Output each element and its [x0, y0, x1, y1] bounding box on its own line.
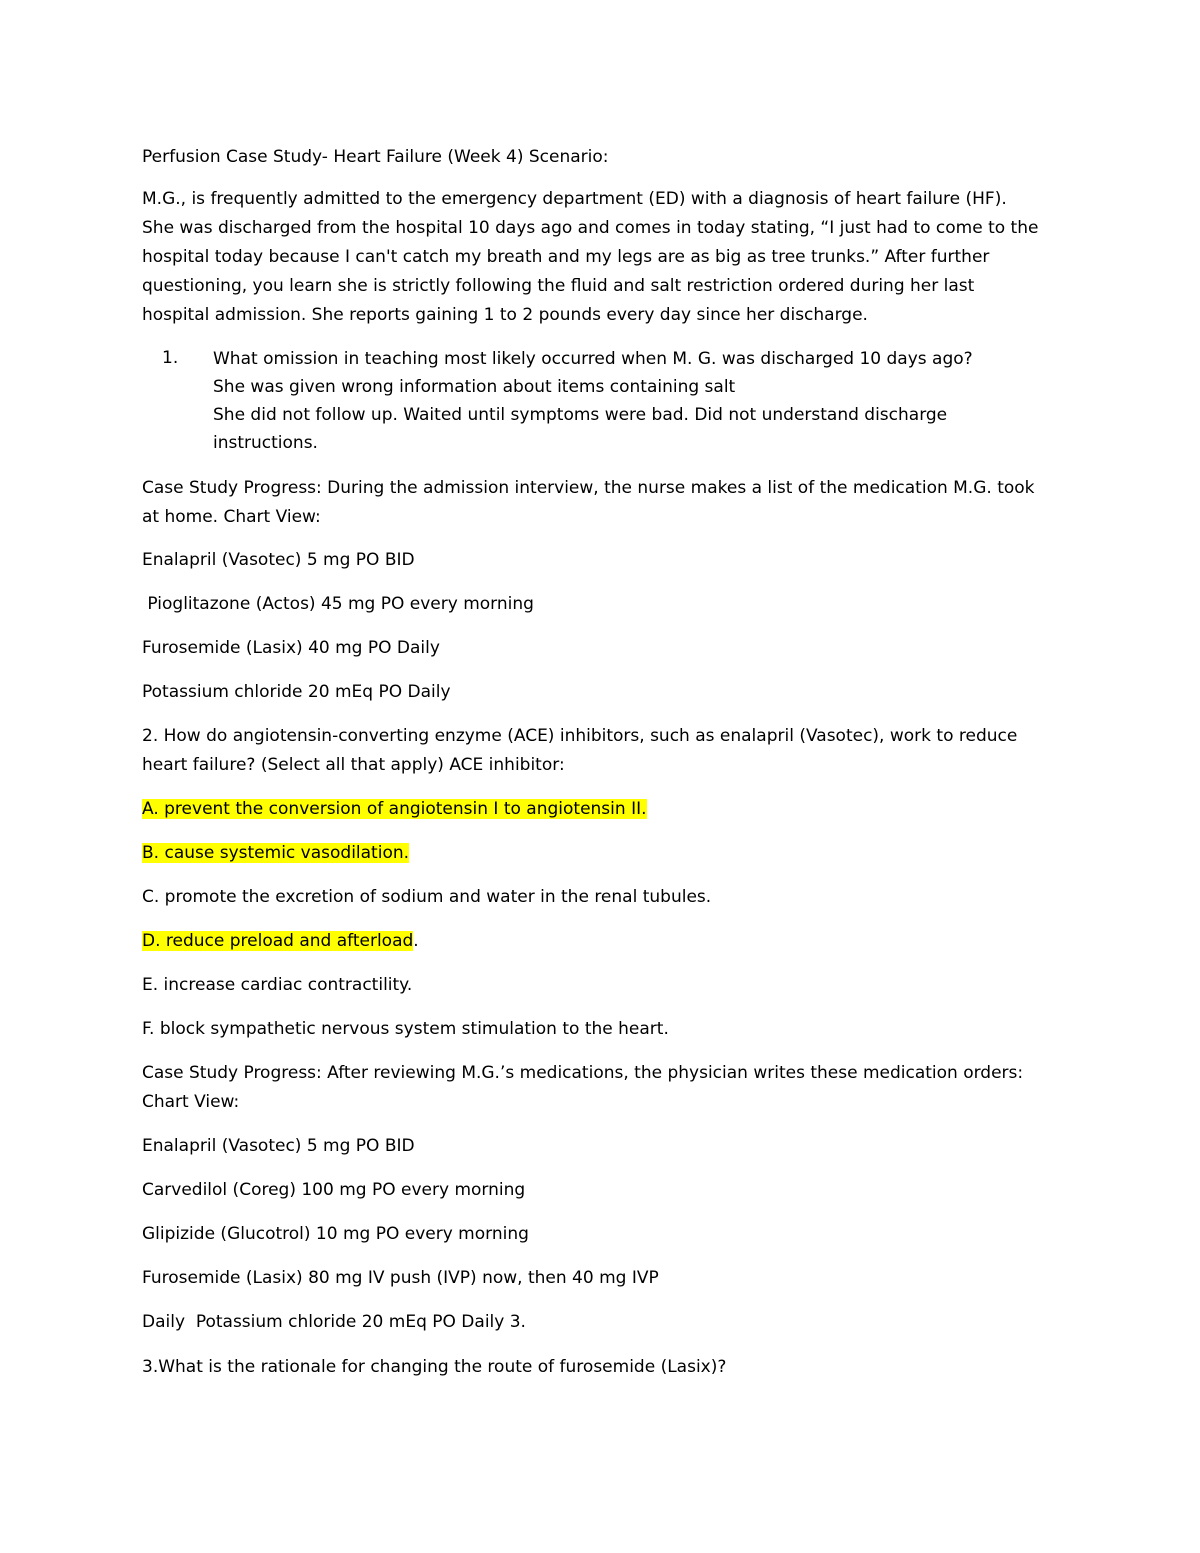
option-d: [142, 927, 419, 956]
question-1-answer-line-3: instructions.: [213, 433, 318, 453]
question-2-line-2: heart failure? (Select all that apply) ACE inhibitor:: [142, 755, 565, 775]
option-a-highlight: A. prevent the conversion of angiotensin I to angiotensin II.: [142, 799, 647, 819]
question-1-answer-line-1: She was given wrong information about items containing salt: [213, 377, 736, 397]
option-a: [142, 795, 647, 824]
option-b-highlight: B. cause systemic vasodilation.: [142, 843, 410, 863]
option-f: F. block sympathetic nervous system stimulation to the heart.: [142, 1019, 669, 1039]
question-3: 3.What is the rationale for changing the route of furosemide (Lasix)?: [142, 1357, 727, 1377]
scenario-line-2: She was discharged from the hospital 10 days ago and comes in today stating, “I just had to come to the: [142, 218, 1039, 238]
home-med-4: Potassium chloride 20 mEq PO Daily: [142, 682, 451, 702]
question-1-answer-line-2: She did not follow up. Waited until symptoms were bad. Did not understand discharge: [213, 405, 948, 425]
home-med-3: Furosemide (Lasix) 40 mg PO Daily: [142, 638, 440, 658]
option-d-tail: .: [413, 931, 419, 951]
scenario-line-4: questioning, you learn she is strictly following the fluid and salt restriction ordered during her last: [142, 276, 975, 296]
home-med-2: Pioglitazone (Actos) 45 mg PO every morning: [142, 594, 534, 614]
progress-2-line-1: Case Study Progress: After reviewing M.G.’s medications, the physician writes these medication orders:: [142, 1063, 1024, 1083]
order-1: Enalapril (Vasotec) 5 mg PO BID: [142, 1136, 415, 1156]
order-5: Daily Potassium chloride 20 mEq PO Daily 3.: [142, 1312, 526, 1332]
question-2-line-1: 2. How do angiotensin-converting enzyme (ACE) inhibitors, such as enalapril (Vasotec), work to reduce: [142, 726, 1018, 746]
progress-1-line-1: Case Study Progress: During the admission interview, the nurse makes a list of the medication M.G. took: [142, 478, 1035, 498]
question-1-text: What omission in teaching most likely occurred when M. G. was discharged 10 days ago?: [213, 349, 973, 369]
option-b: [142, 839, 409, 868]
question-1-number: 1.: [162, 348, 179, 368]
scenario-line-1: M.G., is frequently admitted to the emergency department (ED) with a diagnosis of heart failure (HF).: [142, 189, 1007, 209]
option-c: C. promote the excretion of sodium and water in the renal tubules.: [142, 887, 712, 907]
document-title: Perfusion Case Study- Heart Failure (Week 4) Scenario:: [142, 147, 609, 167]
scenario-line-5: hospital admission. She reports gaining 1 to 2 pounds every day since her discharge.: [142, 305, 868, 325]
option-d-highlight: D. reduce preload and afterload: [142, 931, 414, 951]
scenario-line-3: hospital today because I can't catch my breath and my legs are as big as tree trunks.” After further: [142, 247, 990, 267]
progress-1-line-2: at home. Chart View:: [142, 507, 321, 527]
home-med-1: Enalapril (Vasotec) 5 mg PO BID: [142, 550, 415, 570]
order-3: Glipizide (Glucotrol) 10 mg PO every morning: [142, 1224, 529, 1244]
order-2: Carvedilol (Coreg) 100 mg PO every morning: [142, 1180, 526, 1200]
order-4: Furosemide (Lasix) 80 mg IV push (IVP) now, then 40 mg IVP: [142, 1268, 659, 1288]
option-e: E. increase cardiac contractility.: [142, 975, 413, 995]
progress-2-line-2: Chart View:: [142, 1092, 240, 1112]
